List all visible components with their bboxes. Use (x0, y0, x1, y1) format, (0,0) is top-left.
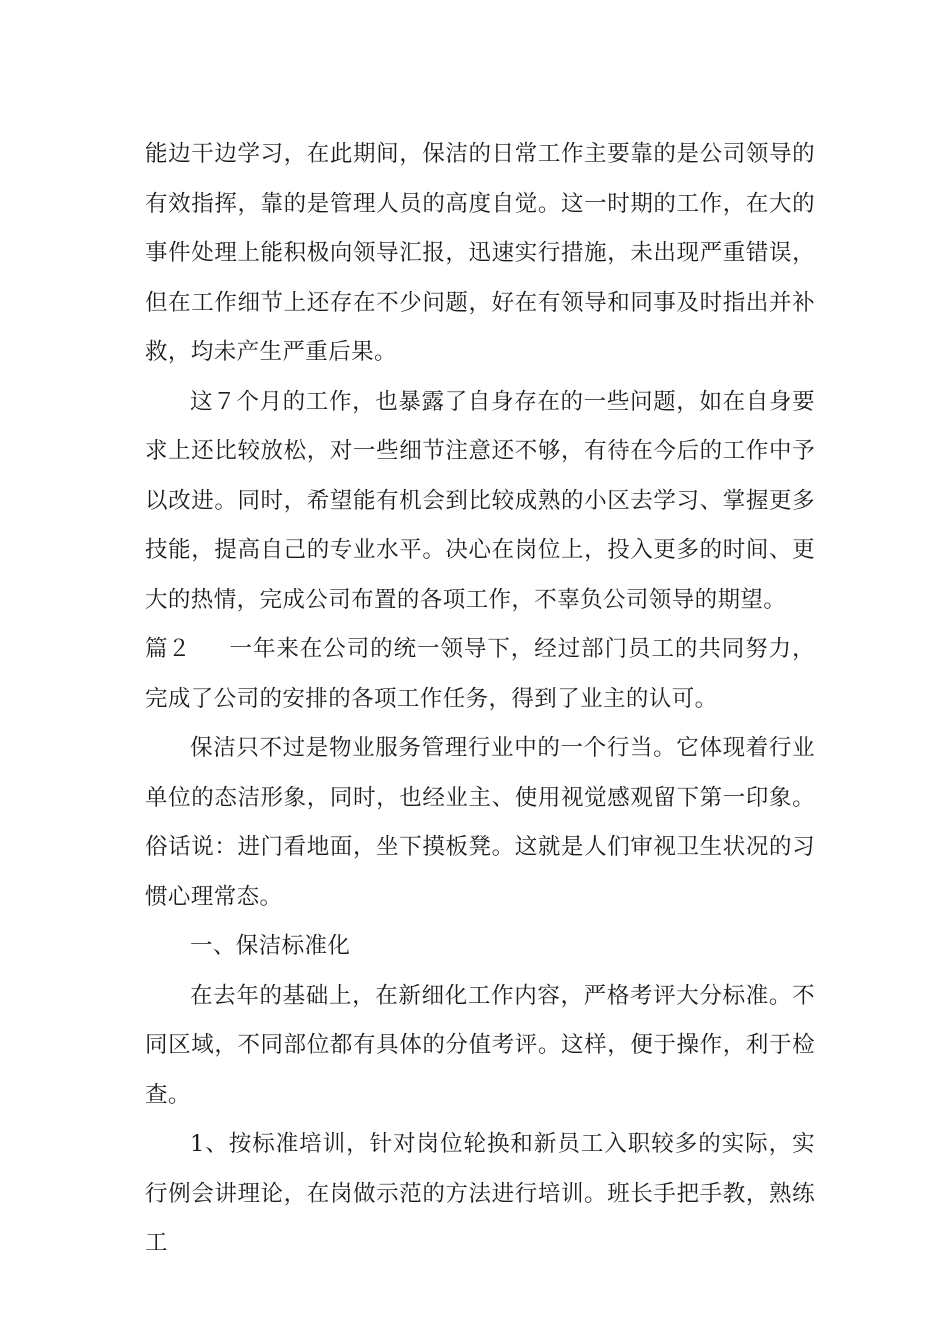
paragraph-standards: 在去年的基础上，在新细化工作内容，严格考评大分标准。不同区域，不同部位都有具体的分值考评。这样，便于操作，利于检查。 (145, 982, 815, 1108)
section-intro-text: 一年来在公司的统一领导下，经过部门员工的共同努力，完成了公司的安排的各项工作任务，得到了业主的认可。 (145, 636, 815, 712)
paragraph-training: 1、按标准培训，针对岗位轮换和新员工入职较多的实际，实行例会讲理论，在岗做示范的方法进行培训。班长手把手教，熟练工 (145, 1131, 815, 1256)
heading-cleaning-standardization: 一、保洁标准化 (190, 933, 351, 959)
section-label: 篇２ (145, 636, 191, 662)
paragraph-cleaning-role: 保洁只不过是物业服务管理行业中的一个行当。它体现着行业单位的态洁形象，同时，也经业主、使用视觉感观留下第一印象。俗话说：进门看地面，坐下摸板凳。这就是人们审视卫生状况的习惯心理常态。 (145, 735, 815, 910)
paragraph-section-2-intro (145, 625, 815, 724)
paragraph-self-review: 这７个月的工作，也暴露了自身存在的一些问题，如在自身要求上还比较放松，对一些细节注意还不够，有待在今后的工作中予以改进。同时，希望能有机会到比较成熟的小区去学习、掌握更多技能，提高自己的专业水平。决心在岗位上，投入更多的时间、更大的热情，完成公司布置的各项工作，不辜负公司领导的期望。 (145, 388, 815, 613)
paragraph-continuation: 能边干边学习，在此期间，保洁的日常工作主要靠的是公司领导的有效指挥，靠的是管理人员的高度自觉。这一时期的工作，在大的事件处理上能积极向领导汇报，迅速实行措施，未出现严重错误，但在工作细节上还存在不少问题，好在有领导和同事及时指出并补救，均未产生严重后果。 (145, 141, 815, 365)
document-body (145, 130, 815, 1269)
